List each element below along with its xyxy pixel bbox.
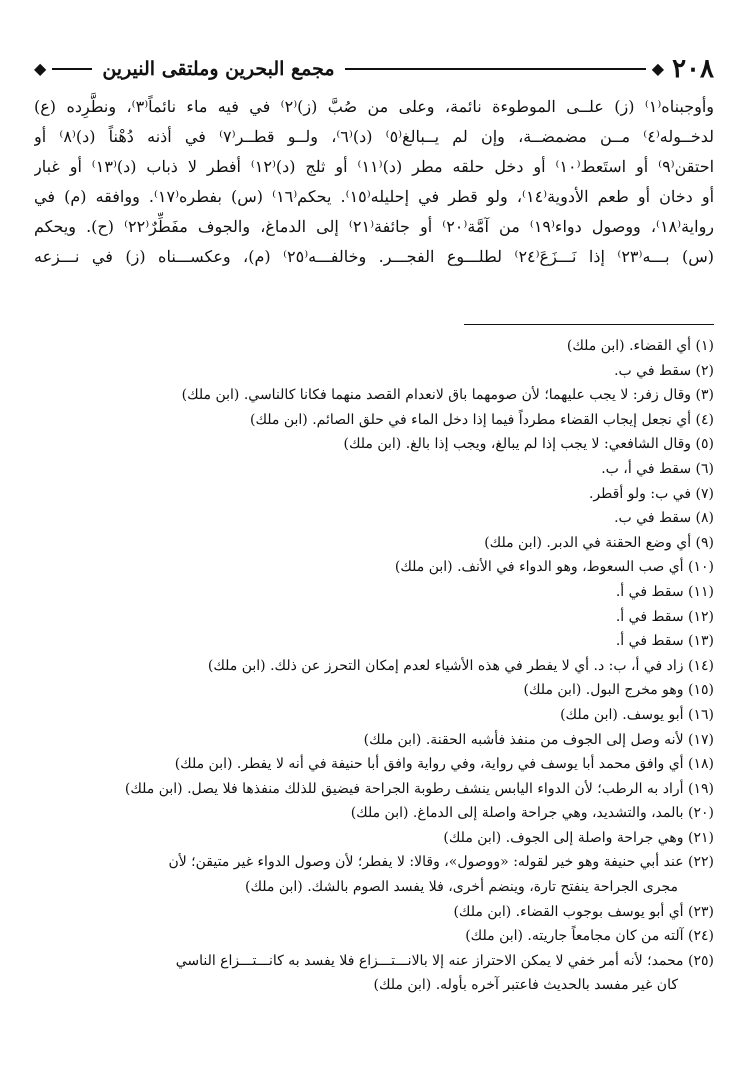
footnote-number: (١١) bbox=[688, 583, 714, 600]
footnote-number: (١٠) bbox=[688, 559, 714, 576]
footnote-number: (٢٢) bbox=[688, 854, 714, 871]
footnote bbox=[34, 629, 714, 654]
footnote bbox=[34, 383, 714, 408]
footnote-text: أراد به الرطب؛ لأن الدواء اليابس ينشف رطوبة الجراحة فيضيق للذلك منفذها فلا يصل. (ابن ملك) bbox=[124, 780, 684, 797]
diamond-ornament-icon: ◆ bbox=[651, 59, 665, 78]
footnote-number: (٢) bbox=[695, 362, 714, 379]
footnote-number: (٤) bbox=[695, 411, 714, 428]
footnotes bbox=[34, 334, 714, 998]
footnote bbox=[34, 334, 714, 359]
page-header bbox=[34, 54, 714, 84]
footnote-number: (٣) bbox=[695, 387, 714, 404]
main-text-line: وأوجبناه⁽١⁾ (ز) علــى الموطوءة نائمة، وعلى من صُبَّ (ز)⁽٢⁾ في فيه ماء نائماً⁽٣⁾، ونطَّرِده (ع) bbox=[34, 97, 714, 116]
footnote bbox=[34, 752, 714, 777]
footnote bbox=[34, 850, 714, 875]
footnote-number: (٥) bbox=[695, 436, 714, 453]
footnote-text: سقط في ب. bbox=[614, 362, 692, 379]
footnote-number: (٩) bbox=[695, 534, 714, 551]
footnote bbox=[34, 728, 714, 753]
footnote-number: (١٦) bbox=[688, 706, 714, 723]
footnote-text: سقط في أ. bbox=[615, 583, 684, 600]
footnote bbox=[34, 359, 714, 384]
footnote bbox=[34, 801, 714, 826]
footnote-text: محمد؛ لأنه أمر خفي لا يمكن الاحتراز عنه إلا بالانـــتـــزاع فلا يفسد به كانـــتـــزاع الناسي bbox=[175, 952, 684, 969]
footnote-text: عند أبي حنيفة وهو خير لقوله: «ووصول»، وقالا: لا يفطر؛ لأن وصول الدواء غير متيقن؛ لأن bbox=[168, 854, 684, 871]
footnote bbox=[34, 949, 714, 974]
footnote-number: (٨) bbox=[695, 510, 714, 527]
header-rule bbox=[345, 68, 646, 70]
footnote bbox=[34, 826, 714, 851]
footnote-text: سقط في أ. bbox=[615, 633, 684, 650]
footnote bbox=[34, 580, 714, 605]
footnote-text: وقال الشافعي: لا يجب إذا لم يبالغ، ويجب إذا بالغ. (ابن ملك) bbox=[343, 436, 692, 453]
footnote bbox=[34, 605, 714, 630]
footnote bbox=[34, 654, 714, 679]
footnote bbox=[34, 703, 714, 728]
footnote-number: (٦) bbox=[695, 460, 714, 477]
page-number: ٢٠٨ bbox=[672, 54, 714, 84]
footnote-text: أي وافق محمد أبا يوسف في رواية، وفي رواية وافق أبا حنيفة في أنه لا يفطر. (ابن ملك) bbox=[174, 756, 684, 773]
main-text-line: احتقن⁽٩⁾ أو استَعط⁽١٠⁾ أو دخل حلقه مطر (د)⁽١١⁾ أو ثلج (د)⁽١٢⁾ أفطر لا ذباب (د)⁽١٣⁾ أو غبار bbox=[34, 157, 714, 176]
footnote-text: سقط في أ. bbox=[615, 608, 684, 625]
footnote-text: أي وضع الحقنة في الدبر. (ابن ملك) bbox=[484, 534, 692, 551]
footnote-text: أي أبو يوسف بوجوب القضاء. (ابن ملك) bbox=[453, 903, 684, 920]
footnote-text: بالمد، والتشديد، وهي جراحة واصلة إلى الدماغ. (ابن ملك) bbox=[350, 805, 684, 822]
footnote-text: أي نجعل إيجاب القضاء مطرداً فيما إذا دخل الماء في حلق الصائم. (ابن ملك) bbox=[250, 411, 692, 428]
footnote-number: (٧) bbox=[695, 485, 714, 502]
footnote-text: وقال زفر: لا يجب عليهما؛ لأن صومهما باق لانعدام القصد منهما فكانا كالناسي. (ابن ملك) bbox=[181, 387, 692, 404]
footnote-text: أي صب السعوط، وهو الدواء في الأنف. (ابن ملك) bbox=[394, 559, 684, 576]
footnote bbox=[34, 924, 714, 949]
main-text-line: لدخــوله⁽٤⁾ مــن مضمضــة، وإن لم يــبالغ⁽٥⁾ (د)⁽٦⁾، ولــو قطــر⁽٧⁾ في أذنه دُهْناً (د)⁽٨⁾ أو bbox=[34, 127, 714, 146]
footnote-text: أبو يوسف. (ابن ملك) bbox=[560, 706, 684, 723]
main-text-line: أو دخان أو طعم الأدوية⁽١٤⁾، ولو قطر في إحليله⁽١٥⁾. يحكم⁽١٦⁾ (س) بفطره⁽١٧⁾. ووافقه (م) في bbox=[34, 187, 714, 206]
footnote bbox=[34, 432, 714, 457]
footnote-number: (١٢) bbox=[688, 608, 714, 625]
footnote bbox=[34, 900, 714, 925]
footnote bbox=[34, 482, 714, 507]
footnote bbox=[34, 506, 714, 531]
footnote-number: (١) bbox=[695, 338, 714, 354]
book-title: مجمع البحرين وملتقى النيرين bbox=[102, 58, 335, 80]
footnote-number: (٢٤) bbox=[688, 928, 714, 945]
footnote-separator-line bbox=[464, 324, 714, 325]
footnote-text: سقط في أ، ب. bbox=[601, 460, 692, 477]
footnote-text: في ب: ولو أقطر. bbox=[588, 485, 692, 502]
footnote-number: (٢٠) bbox=[688, 805, 714, 822]
footnote-number: (١٥) bbox=[688, 682, 714, 699]
footnote-number: (١٣) bbox=[688, 633, 714, 650]
footnote-number: (١٩) bbox=[688, 780, 714, 797]
footnote-text: أي القضاء. (ابن ملك) bbox=[566, 338, 692, 354]
footnote-number: (١٨) bbox=[688, 756, 714, 773]
main-text bbox=[34, 92, 714, 272]
footnote-number: (٢٣) bbox=[688, 903, 714, 920]
footnote-text: وهي جراحة واصلة إلى الجوف. (ابن ملك) bbox=[443, 829, 684, 846]
diamond-ornament-icon: ◆ bbox=[34, 59, 47, 78]
footnote-text: زاد في أ، ب: د. أي لا يفطر في هذه الأشياء لعدم إمكان التحرز عن ذلك. (ابن ملك) bbox=[207, 657, 684, 674]
footnote-continuation: كان غير مفسد بالحديث فاعتبر آخره بأوله. (ابن ملك) bbox=[373, 977, 678, 994]
footnote bbox=[34, 531, 714, 556]
footnote-number: (١٧) bbox=[688, 731, 714, 748]
footnote-text: لأنه وصل إلى الجوف من منفذ فأشبه الحقنة. (ابن ملك) bbox=[363, 731, 684, 748]
footnote-number: (١٤) bbox=[688, 657, 714, 674]
footnote-text: وهو مخرج البول. (ابن ملك) bbox=[523, 682, 684, 699]
footnote bbox=[34, 457, 714, 482]
footnote bbox=[34, 555, 714, 580]
main-text-line: (س) بـــه⁽٢٣⁾ إذا نَـــزَعَ⁽٢٤⁾ لطلـــوع الفجـــر. وخالفـــه⁽٢٥⁾ (م)، وعكســـناه (ز) في نـــزعه bbox=[34, 247, 714, 266]
footnote-text: سقط في ب. bbox=[614, 510, 692, 527]
footnote bbox=[34, 777, 714, 802]
footnote bbox=[34, 678, 714, 703]
footnote-number: (٢١) bbox=[688, 829, 714, 846]
footnote bbox=[34, 408, 714, 433]
footnote-number: (٢٥) bbox=[688, 952, 714, 969]
footnote-continuation: مجرى الجراحة ينفتح تارة، وينضم أخرى، فلا يفسد الصوم بالشك. (ابن ملك) bbox=[245, 879, 678, 896]
footnote-text: آلته من كان مجامعاً جاريته. (ابن ملك) bbox=[465, 928, 684, 945]
main-text-line: رواية⁽١٨⁾، ووصول دواء⁽١٩⁾ من آمَّة⁽٢٠⁾ أو جائفة⁽٢١⁾ إلى الدماغ، والجوف مفَطِّرٌ⁽٢٢⁾ (ح). ويحكم bbox=[34, 217, 714, 236]
header-rule-short bbox=[52, 68, 92, 70]
